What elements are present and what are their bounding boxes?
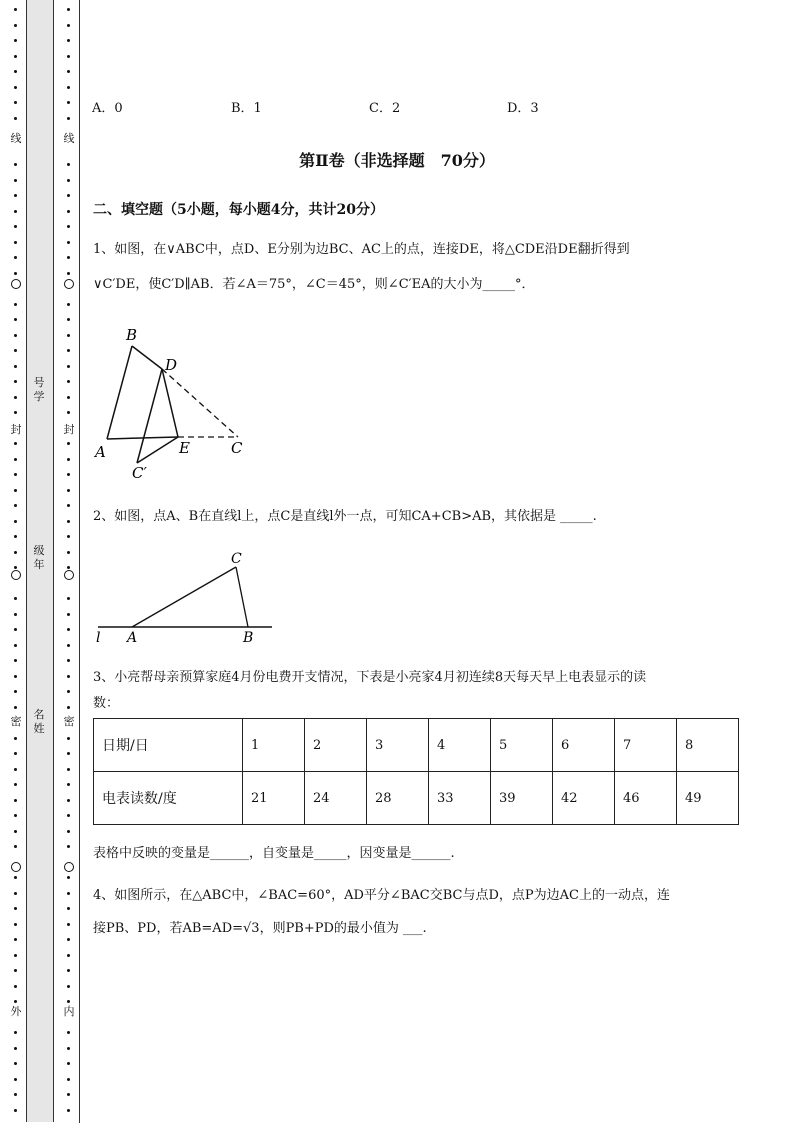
q2-segment-ac [132, 567, 236, 627]
cut-line-dot [14, 194, 17, 197]
table-cell: 2 [305, 719, 367, 772]
cut-line-dot [67, 675, 70, 678]
cut-line-dot [67, 225, 70, 228]
cut-line-dot [67, 70, 70, 73]
cut-line-dot [14, 303, 17, 306]
cut-line-dot [67, 489, 70, 492]
cut-line-dot [14, 1078, 17, 1081]
cut-line-dot [67, 659, 70, 662]
binding-hole-icon [11, 862, 21, 872]
table-cell: 6 [553, 719, 615, 772]
q3-text-line1: 3、小亮帮母亲预算家庭4月份电费开支情况，下表是小亮家4月初连续8天每天早上电表显示的读 [93, 670, 647, 685]
cut-line-dot [67, 628, 70, 631]
cut-line-dot [14, 1047, 17, 1050]
cut-line-dot [67, 86, 70, 89]
cut-line-dot [67, 783, 70, 786]
row-header-date: 日期/日 [94, 719, 243, 772]
q3-follow-up-text: 表格中反映的变量是______，自变量是_____，因变量是______. [93, 846, 455, 861]
cut-line-dot [14, 101, 17, 104]
choice-b: B．1 [231, 101, 262, 116]
cut-line-dot [14, 365, 17, 368]
cut-line-dot [14, 892, 17, 895]
table-cell: 8 [677, 719, 739, 772]
name-label: 名 姓 [33, 708, 45, 735]
cut-line-dot [14, 489, 17, 492]
cut-line-dot [14, 241, 17, 244]
outer-mark-seal: 封 [10, 423, 22, 436]
cut-line-dot [14, 768, 17, 771]
outer-mark-line: 线 [10, 132, 22, 145]
cut-line-dot [14, 39, 17, 42]
table-cell: 3 [367, 719, 429, 772]
cut-line-dot [14, 458, 17, 461]
cut-line-dot [67, 1000, 70, 1003]
cut-line-dot [14, 349, 17, 352]
q1-label-e: E [179, 439, 190, 457]
q1-text-line1: 1、如图，在∨ABC中，点D、E分别为边BC、AC上的点，连接DE，将△CDE沿DE翻折得到 [93, 242, 630, 257]
cut-line-dot [67, 644, 70, 647]
cut-line-dot [14, 1093, 17, 1096]
student-number-label: 号 学 [33, 376, 45, 403]
inner-mark-seal: 封 [63, 423, 75, 436]
q2-label-c: C [231, 551, 242, 567]
q4-text-line2: 接PB、PD，若AB=AD=√3，则PB+PD的最小值为 ___. [93, 921, 427, 936]
cut-line-dot [14, 830, 17, 833]
cut-line-dot [67, 845, 70, 848]
cut-line-dot [14, 1062, 17, 1065]
table-cell: 21 [243, 772, 305, 825]
part-two-title: 第Ⅱ卷（非选择题 70分） [299, 151, 495, 170]
q1-label-c: C [231, 439, 243, 457]
cut-line-dot [14, 737, 17, 740]
meter-reading-table [93, 718, 739, 825]
cut-line-dot [67, 1093, 70, 1096]
q1-figure [90, 320, 260, 485]
cut-line-dot [67, 752, 70, 755]
table-cell: 42 [553, 772, 615, 825]
cut-line-dot [67, 117, 70, 120]
cut-line-dot [67, 954, 70, 957]
table-row-readings [94, 772, 739, 825]
cut-line-dot [67, 1109, 70, 1112]
cut-line-dot [14, 551, 17, 554]
cut-line-dot [67, 272, 70, 275]
cut-line-dot [67, 830, 70, 833]
cut-line-dot [14, 24, 17, 27]
outer-mark-secret: 密 [10, 715, 22, 728]
cut-line-dot [14, 396, 17, 399]
q2-label-a: A [127, 630, 138, 646]
grade-label: 级 年 [33, 544, 45, 571]
cut-line-dot [67, 1078, 70, 1081]
cut-line-dot [67, 938, 70, 941]
cut-line-dot [67, 241, 70, 244]
binding-hole-icon [64, 862, 74, 872]
cut-line-dot [14, 783, 17, 786]
cut-line-dot [67, 24, 70, 27]
cut-line-dot [67, 535, 70, 538]
cut-line-dot [67, 551, 70, 554]
cut-line-dot [14, 318, 17, 321]
cut-line-dot [67, 101, 70, 104]
cut-line-dot [67, 303, 70, 306]
cut-line-dot [67, 256, 70, 259]
table-row-dates [94, 719, 739, 772]
table-cell: 33 [429, 772, 491, 825]
cut-line-dot [67, 1062, 70, 1065]
cut-line-dot [67, 334, 70, 337]
inner-mark-inside: 内 [63, 1005, 75, 1018]
cut-line-dot [14, 535, 17, 538]
q2-text: 2、如图，点A、B在直线l上，点C是直线l外一点，可知CA+CB>AB，其依据是 _____. [93, 509, 597, 524]
cut-line-dot [67, 179, 70, 182]
cut-line-dot [67, 737, 70, 740]
table-cell: 24 [305, 772, 367, 825]
cut-line-dot [14, 179, 17, 182]
table-cell: 1 [243, 719, 305, 772]
cut-line-dot [67, 814, 70, 817]
cut-line-dot [14, 876, 17, 879]
cut-line-dot [67, 194, 70, 197]
q2-segment-cb [236, 567, 248, 627]
cut-line-dot [67, 210, 70, 213]
q4-text-line1: 4、如图所示，在△ABC中，∠BAC=60°，AD平分∠BAC交BC与点D，点P为边AC上的一动点，连 [93, 888, 670, 903]
q1-label-d: D [165, 356, 178, 374]
table-cell: 4 [429, 719, 491, 772]
cut-line-dot [67, 876, 70, 879]
choice-d: D．3 [507, 101, 539, 116]
choice-a: A．0 [92, 101, 123, 116]
inner-mark-secret: 密 [63, 715, 75, 728]
cut-line-dot [14, 954, 17, 957]
cut-line-dot [67, 520, 70, 523]
q1-segment-ae [107, 437, 178, 439]
cut-line-dot [14, 675, 17, 678]
cut-line-dot [14, 597, 17, 600]
cut-line-dot [67, 892, 70, 895]
q1-text-line2: ∨C′DE，使C′D∥AB．若∠A＝75°，∠C＝45°，则∠C′EA的大小为_____°． [93, 277, 535, 292]
cut-line-dot [67, 985, 70, 988]
row-header-reading: 电表读数/度 [94, 772, 243, 825]
q2-label-b: B [243, 630, 254, 646]
cut-line-dot [14, 8, 17, 11]
cut-line-dot [14, 566, 17, 569]
cut-line-dot [14, 256, 17, 259]
table-cell: 5 [491, 719, 553, 772]
cut-line-dot [14, 628, 17, 631]
cut-line-dot [67, 768, 70, 771]
cut-line-dot [14, 644, 17, 647]
q3-text-line2: 数： [93, 696, 120, 711]
cut-line-dot [67, 597, 70, 600]
cut-line-dot [67, 396, 70, 399]
choice-c: C．2 [369, 101, 401, 116]
cut-line-dot [67, 8, 70, 11]
q1-label-b: B [126, 326, 138, 344]
cut-line-dot [14, 210, 17, 213]
q1-label-c-prime: C′ [132, 464, 147, 482]
cut-line-dot [14, 613, 17, 616]
table-cell: 46 [615, 772, 677, 825]
cut-line-dot [14, 520, 17, 523]
cut-line-dot [14, 117, 17, 120]
cut-line-dot [14, 907, 17, 910]
cut-line-dot [14, 442, 17, 445]
q1-segment-ab [107, 346, 132, 439]
binding-hole-icon [11, 570, 21, 580]
cut-line-dot [67, 473, 70, 476]
binding-hole-icon [11, 279, 21, 289]
cut-line-dot [14, 1031, 17, 1034]
outer-mark-outside: 外 [10, 1005, 22, 1018]
cut-line-dot [67, 1047, 70, 1050]
q1-segment-de [162, 369, 178, 437]
cut-line-dot [14, 845, 17, 848]
cut-line-dot [14, 1000, 17, 1003]
table-cell: 7 [615, 719, 677, 772]
cut-line-dot [67, 706, 70, 709]
fill-in-section-heading: 二、填空题（5小题，每小题4分，共计20分） [93, 202, 384, 218]
q2-label-l: l [96, 630, 101, 646]
cut-line-dot [14, 969, 17, 972]
cut-line-dot [14, 504, 17, 507]
cut-line-dot [14, 985, 17, 988]
cut-line-dot [14, 1109, 17, 1112]
cut-line-dot [14, 411, 17, 414]
cut-line-dot [67, 566, 70, 569]
cut-line-dot [14, 225, 17, 228]
cut-line-dot [67, 318, 70, 321]
cut-line-dot [67, 969, 70, 972]
cut-line-dot [14, 923, 17, 926]
cut-line-dot [14, 706, 17, 709]
cut-line-dot [14, 799, 17, 802]
cut-line-dot [67, 799, 70, 802]
cut-line-dot [14, 55, 17, 58]
cut-line-dot [67, 690, 70, 693]
q1-segment-bd [132, 346, 162, 369]
q1-label-a: A [95, 443, 106, 461]
cut-line-dot [14, 814, 17, 817]
cut-line-dot [14, 334, 17, 337]
q1-dashed-dc [162, 369, 238, 437]
cut-line-dot [67, 442, 70, 445]
cut-line-dot [67, 349, 70, 352]
cut-line-dot [14, 70, 17, 73]
binding-hole-icon [64, 570, 74, 580]
cut-line-dot [14, 659, 17, 662]
cut-line-dot [14, 938, 17, 941]
cut-line-dot [67, 907, 70, 910]
table-cell: 39 [491, 772, 553, 825]
cut-line-dot [67, 923, 70, 926]
cut-line-dot [67, 1031, 70, 1034]
table-cell: 28 [367, 772, 429, 825]
binding-hole-icon [64, 279, 74, 289]
q2-figure [92, 548, 282, 648]
cut-line-dot [67, 39, 70, 42]
cut-line-dot [67, 365, 70, 368]
cut-line-dot [14, 752, 17, 755]
table-cell: 49 [677, 772, 739, 825]
cut-line-dot [14, 272, 17, 275]
cut-line-dot [67, 458, 70, 461]
cut-line-dot [14, 690, 17, 693]
cut-line-dot [14, 86, 17, 89]
cut-line-dot [14, 473, 17, 476]
cut-line-dot [67, 504, 70, 507]
cut-line-dot [67, 380, 70, 383]
cut-line-dot [14, 380, 17, 383]
cut-line-dot [67, 55, 70, 58]
cut-line-dot [67, 613, 70, 616]
inner-mark-line: 线 [63, 132, 75, 145]
cut-line-dot [67, 411, 70, 414]
